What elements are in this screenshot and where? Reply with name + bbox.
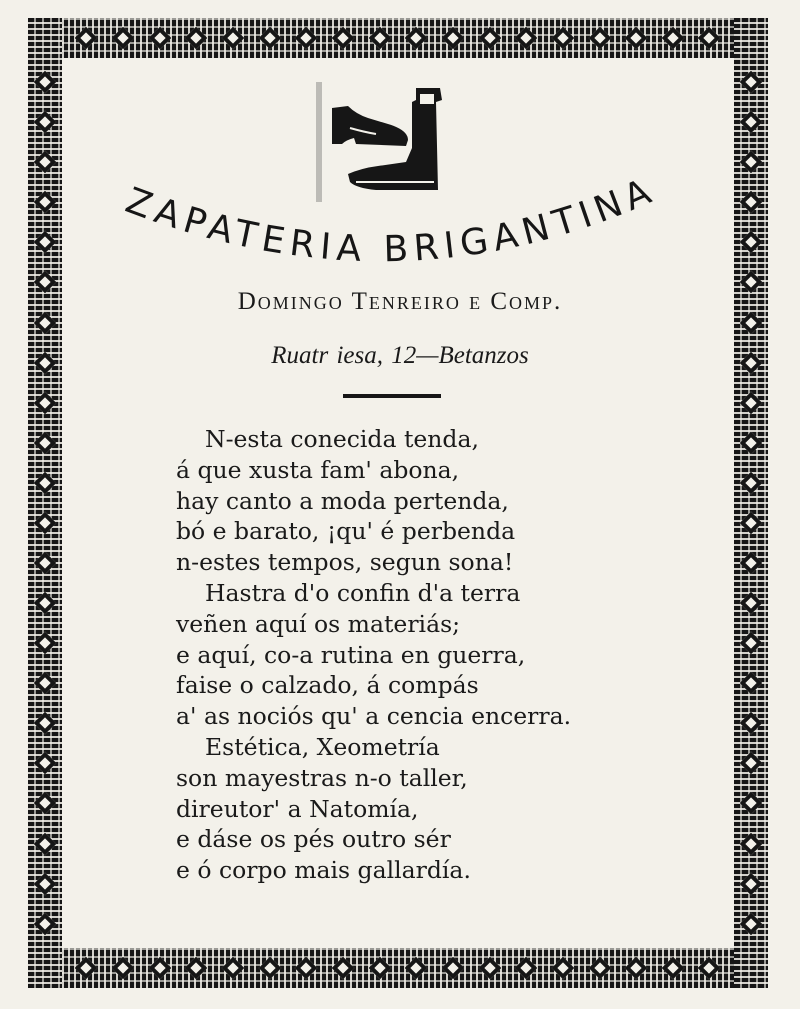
border-ornament	[740, 672, 763, 695]
border-ornament	[740, 552, 763, 575]
poem-line: son mayestras n-o taller,	[176, 763, 468, 792]
border-ornament	[34, 512, 57, 535]
border-ornament	[740, 592, 763, 615]
border-ornament	[34, 672, 57, 695]
border-ornament	[740, 832, 763, 855]
border-ornament	[34, 431, 57, 454]
poem-line: hay canto a moda pertenda,	[176, 486, 509, 515]
border-ornament	[34, 752, 57, 775]
border-ornament	[405, 957, 428, 980]
border-ornament	[34, 592, 57, 615]
border-ornament	[34, 552, 57, 575]
border-ornament	[34, 832, 57, 855]
border-ornament	[368, 957, 391, 980]
border-ornament	[588, 957, 611, 980]
border-ornament	[740, 792, 763, 815]
border-ornament	[34, 912, 57, 935]
poem-line: e aquí, co-a rutina en guerra,	[176, 640, 526, 669]
poem-line: Estética, Xeometría	[205, 732, 440, 761]
border-ornament	[740, 872, 763, 895]
border-ornament	[295, 957, 318, 980]
poem-line: á que xusta fam' abona,	[176, 455, 460, 484]
border-ornament	[442, 957, 465, 980]
border-ornament	[34, 471, 57, 494]
shop-address: Ruatr iesa, 12—Betanzos	[271, 342, 529, 369]
poem-line: a' as nociós qu' a cencia encerra.	[176, 702, 572, 731]
border-ornament	[740, 512, 763, 535]
shop-name-arc	[0, 0, 800, 280]
border-ornament	[740, 712, 763, 735]
border-ornament	[662, 957, 685, 980]
border-ornament	[34, 632, 57, 655]
divider	[343, 394, 441, 398]
border-ornament	[740, 391, 763, 414]
border-ornament	[740, 632, 763, 655]
border-ornament	[258, 957, 281, 980]
border-diamonds-bottom	[68, 960, 728, 976]
poem-line: e ó corpo mais gallardía.	[176, 856, 471, 885]
poem-line: Hastra d'o confin d'a terra	[205, 578, 521, 607]
border-ornament	[34, 391, 57, 414]
border-ornament	[34, 712, 57, 735]
border-ornament	[740, 752, 763, 775]
border-ornament	[34, 792, 57, 815]
border-ornament	[34, 872, 57, 895]
poem-line: e dáse os pés outro sér	[176, 825, 451, 854]
border-ornament	[332, 957, 355, 980]
border-ornament	[625, 957, 648, 980]
border-ornament	[515, 957, 538, 980]
poem	[176, 424, 656, 886]
poem-line: faise o calzado, á compás	[176, 671, 479, 700]
poem-line: direutor' a Natomía,	[176, 794, 419, 823]
border-ornament	[75, 957, 98, 980]
border-ornament	[552, 957, 575, 980]
border-ornament	[698, 957, 721, 980]
border-ornament	[740, 471, 763, 494]
poem-line: bó e barato, ¡qu' é perbenda	[176, 517, 516, 546]
border-ornament	[112, 957, 135, 980]
poem-line: N-esta conecida tenda,	[205, 425, 479, 453]
owner-name: Domingo Tenreiro e Comp.	[237, 288, 563, 315]
border-ornament	[222, 957, 245, 980]
poem-line: n-estes tempos, segun sona!	[176, 548, 514, 577]
border-ornament	[740, 431, 763, 454]
poem-line: veñen aquí os materiás;	[176, 609, 461, 638]
border-ornament	[148, 957, 171, 980]
shop-name: ZAPATERIA BRIGANTINA	[120, 169, 663, 271]
border-ornament	[740, 912, 763, 935]
border-ornament	[185, 957, 208, 980]
border-ornament	[478, 957, 501, 980]
